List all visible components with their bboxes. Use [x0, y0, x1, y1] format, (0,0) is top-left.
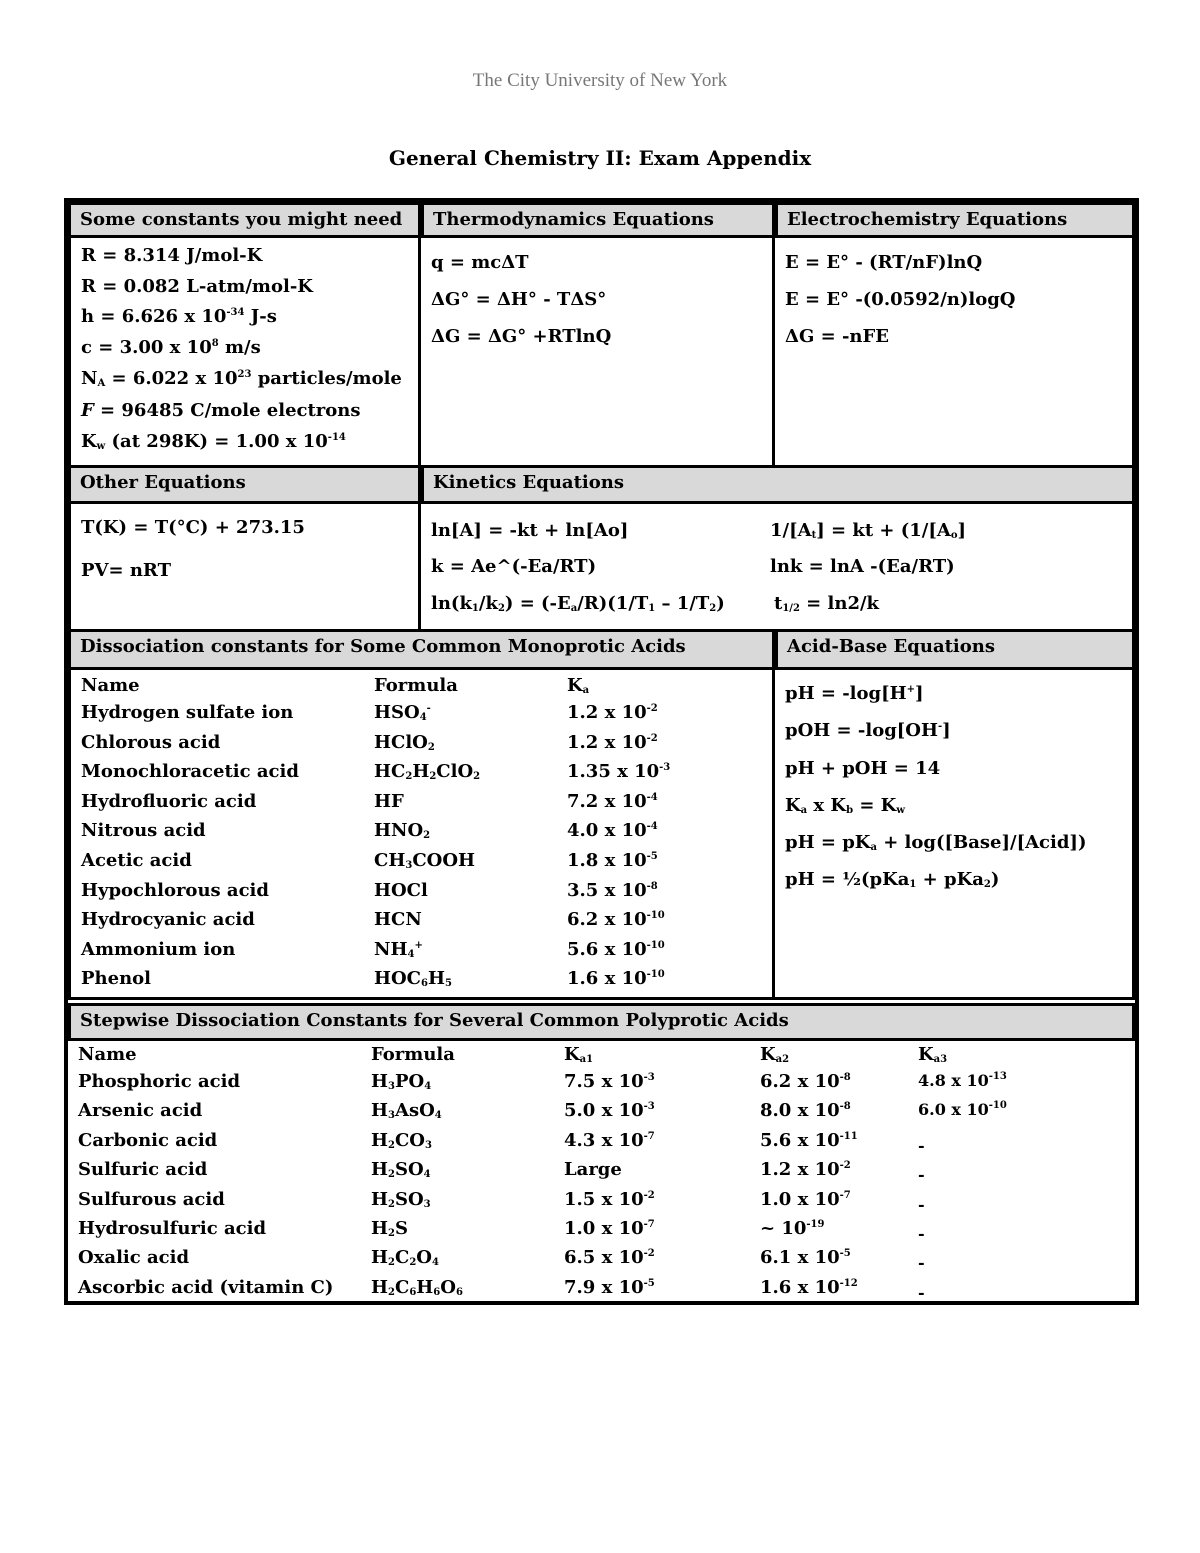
table-row [78, 1247, 1135, 1275]
table-row [78, 1277, 1135, 1305]
acid-formula: $CH_3COOH$ [374, 850, 476, 871]
acid-name: Phenol [81, 968, 152, 990]
constants-body [68, 238, 421, 468]
acid-ka1: Large [564, 1159, 622, 1181]
table-row [78, 1130, 1135, 1158]
acid-ka3: 4.8 x $10^{-13}$ [918, 1071, 1007, 1090]
acid-formula: $H_2C_2O_4$ [371, 1247, 439, 1269]
kinetics-log-arrhenius: lnk = lnA -(Ea/RT) [770, 556, 955, 577]
table-row [81, 880, 772, 908]
constants-heading: Some constants you might need [68, 202, 421, 238]
acid-ka: 1.2 x $10^{-2}$ [567, 731, 658, 753]
other-eq1: T(K) = T(°C) + 273.15 [81, 517, 305, 538]
poly-body [68, 1041, 1135, 1301]
acid-name: Acetic acid [81, 850, 192, 871]
acid-name: Hydrofluoric acid [81, 790, 257, 812]
mono-heading: Dissociation constants for Some Common Monoprotic Acids [68, 632, 775, 670]
table-row [81, 791, 772, 819]
other-heading: Other Equations [68, 468, 421, 504]
constant-r2: R = 0.082 L-atm/mol-K [81, 276, 313, 297]
acid-ka3: - [918, 1194, 925, 1214]
acid-formula: $H_2C_6H_6O_6$ [371, 1276, 463, 1298]
acidbase-body [775, 670, 1135, 1000]
acid-ka3: 6.0 x $10^{-10}$ [918, 1100, 1007, 1120]
acid-formula: $H_2S$ [371, 1218, 408, 1239]
electro-eq2: E = E° -(0.0592/n)logQ [785, 289, 1016, 310]
acidbase-amphiprotic: pH = ½(pKa$_1$ + pKa$_2$) [785, 869, 1000, 890]
poly-col-name-header: Name [78, 1044, 137, 1065]
table-row [78, 1071, 1135, 1099]
acid-name: Carbonic acid [78, 1129, 218, 1151]
mono-table-header [81, 675, 772, 703]
electro-body [775, 238, 1135, 468]
poly-col-ka1-header: $K_{a1}$ [564, 1044, 594, 1065]
acid-ka2: 1.6 x $10^{-12}$ [760, 1276, 858, 1298]
electro-eq3: ΔG = -nFE [785, 326, 890, 347]
table-row [78, 1218, 1135, 1246]
acid-ka1: 4.3 x $10^{-7}$ [564, 1129, 655, 1151]
electro-heading: Electrochemistry Equations [775, 202, 1135, 238]
acid-name: Hydrocyanic acid [81, 909, 255, 931]
acid-ka: 3.5 x $10^{-8}$ [567, 879, 658, 901]
acid-ka3: - [918, 1135, 925, 1155]
acid-formula: $H_3PO_4$ [371, 1071, 432, 1092]
thermo-eq2: ΔG° = ΔH° - TΔS° [431, 289, 607, 310]
acid-formula: $HOC_6H_5$ [374, 968, 452, 990]
other-eq2: PV= nRT [81, 560, 171, 581]
acid-ka: 1.8 x $10^{-5}$ [567, 850, 658, 871]
acid-formula: $HSO_4^-$ [374, 702, 431, 723]
acid-name: Oxalic acid [78, 1247, 190, 1269]
col-formula-header: Formula [374, 675, 458, 696]
acidbase-henderson: pH = $pK_a$ + log([Base]/[Acid]) [785, 832, 1087, 853]
thermo-body [421, 238, 775, 468]
page-header: The City University of New York [472, 70, 728, 91]
acid-name: Ascorbic acid (vitamin C) [78, 1276, 334, 1298]
appendix-sheet [64, 198, 1139, 1305]
mono-body [68, 670, 775, 1000]
acid-ka2: 1.2 x $10^{-2}$ [760, 1159, 851, 1181]
acid-name: Hypochlorous acid [81, 879, 269, 901]
acid-name: Hydrogen sulfate ion [81, 702, 294, 723]
acid-name: Sulfuric acid [78, 1159, 208, 1181]
acid-formula: HClO$_2$ [374, 731, 435, 753]
poly-heading: Stepwise Dissociation Constants for Several Common Polyprotic Acids [68, 1003, 1135, 1041]
poly-col-ka3-header: $K_{a3}$ [918, 1044, 948, 1065]
col-name-header: Name [81, 675, 140, 696]
acidbase-ph: pH = -log[H+] [785, 683, 924, 704]
electro-eq1: E = E° - (RT/nF)lnQ [785, 252, 983, 273]
constant-r1: R = 8.314 J/mol-K [81, 245, 263, 266]
kinetics-second-order: $1/[A_t]$ = kt + ($1/[A_o]$ [770, 520, 967, 541]
acid-ka2: 8.0 x $10^{-8}$ [760, 1100, 851, 1122]
acid-formula: HOCl [374, 879, 428, 901]
acid-formula: $H_2CO_3$ [371, 1129, 432, 1151]
poly-col-ka2-header: $K_{a2}$ [760, 1044, 790, 1065]
acid-ka: 1.2 x $10^{-2}$ [567, 702, 658, 723]
acid-ka2: 6.1 x $10^{-5}$ [760, 1247, 851, 1269]
acid-name: Arsenic acid [78, 1100, 203, 1122]
table-row [81, 702, 772, 730]
thermo-eq1: q = mcΔT [431, 252, 529, 273]
table-row [78, 1100, 1135, 1128]
acid-formula: $NH_4^+$ [374, 938, 423, 960]
acid-name: Chlorous acid [81, 731, 221, 753]
kinetics-heading: Kinetics Equations [421, 468, 1135, 504]
acid-formula: $H_3AsO_4$ [371, 1100, 442, 1122]
table-row [81, 909, 772, 937]
acid-ka1: 7.5 x $10^{-3}$ [564, 1071, 655, 1092]
table-row [81, 850, 772, 878]
acidbase-kw: $K_a$ x $K_b = K_w$ [785, 795, 905, 816]
acid-ka: 7.2 x $10^{-4}$ [567, 790, 658, 812]
acid-ka3: - [918, 1224, 925, 1243]
acidbase-sum: pH + pOH = 14 [785, 758, 941, 779]
acid-ka: 1.35 x $10^{-3}$ [567, 761, 671, 783]
acid-ka: 1.6 x $10^{-10}$ [567, 968, 665, 990]
acid-name: Ammonium ion [81, 938, 236, 960]
acid-formula: HF [374, 790, 404, 812]
acid-ka2: 5.6 x $10^{-11}$ [760, 1129, 858, 1151]
acid-name: Nitrous acid [81, 820, 206, 842]
acid-name: Monochloracetic acid [81, 761, 299, 783]
acid-ka3: - [918, 1253, 925, 1273]
constant-kw: $K_w$ (at 298K) = 1.00 x $10^{-14}$ [81, 431, 346, 452]
acid-ka3: - [918, 1165, 925, 1185]
acid-ka2: 6.2 x $10^{-8}$ [760, 1071, 851, 1092]
kinetics-two-point: $\ln(k_1/k_2) = (-E_a/R)(1/T_1 - 1/T_2)$ [431, 593, 725, 614]
acid-ka1: 7.9 x $10^{-5}$ [564, 1276, 655, 1298]
table-row [78, 1189, 1135, 1217]
constant-avogadro: $N_A = 6.022$ x $10^{23}$ particles/mole [81, 368, 402, 389]
kinetics-first-order: ln[A] = -kt + ln[Ao] [431, 520, 629, 541]
acid-ka1: 6.5 x $10^{-2}$ [564, 1247, 655, 1269]
thermo-heading: Thermodynamics Equations [421, 202, 775, 238]
acidbase-poh: pOH = -log[OH-] [785, 720, 951, 741]
kinetics-arrhenius: k = Ae^(-Ea/RT) [431, 556, 597, 577]
col-ka-header: $K_a$ [567, 675, 590, 696]
acid-name: Hydrosulfuric acid [78, 1218, 267, 1239]
acid-ka1: 1.5 x $10^{-2}$ [564, 1188, 655, 1210]
acid-name: Sulfurous acid [78, 1188, 225, 1210]
other-body [68, 504, 421, 632]
table-row [81, 968, 772, 996]
constant-light-speed: c = 3.00 x $10^8$ m/s [81, 337, 261, 358]
poly-col-formula-header: Formula [371, 1044, 455, 1065]
acid-formula: $HNO_2$ [374, 820, 431, 842]
acid-ka: 5.6 x $10^{-10}$ [567, 938, 665, 960]
table-row [81, 820, 772, 848]
acid-ka2: ~ $10^{-19}$ [760, 1218, 825, 1239]
acidbase-heading: Acid-Base Equations [775, 632, 1135, 670]
table-row [81, 732, 772, 760]
acid-formula: $H_2SO_3$ [371, 1188, 431, 1210]
acid-formula: HCN [374, 909, 422, 931]
constant-faraday: F = 96485 C/mole electrons [81, 400, 361, 421]
constant-planck: h = 6.626 x $10^{-34}$ J-s [81, 306, 277, 327]
acid-ka: 6.2 x $10^{-10}$ [567, 909, 665, 931]
acid-ka: 4.0 x $10^{-4}$ [567, 820, 658, 842]
kinetics-half-life: $t_{1/2} = \ln 2/k$ [774, 593, 880, 614]
page-title: General Chemistry II: Exam Appendix [388, 146, 812, 170]
acid-ka2: 1.0 x $10^{-7}$ [760, 1188, 851, 1210]
table-row [81, 939, 772, 967]
acid-ka3: - [918, 1282, 925, 1302]
poly-table-header [78, 1044, 1135, 1072]
acid-formula: $H_2SO_4$ [371, 1159, 431, 1181]
acid-ka1: 5.0 x $10^{-3}$ [564, 1100, 655, 1122]
kinetics-body [421, 504, 1135, 632]
acid-name: Phosphoric acid [78, 1071, 241, 1092]
acid-formula: $HC_2H_2ClO_2$ [374, 761, 481, 783]
thermo-eq3: ΔG = ΔG° +RTlnQ [431, 326, 612, 347]
table-row [78, 1159, 1135, 1187]
acid-ka1: 1.0 x $10^{-7}$ [564, 1218, 655, 1239]
table-row [81, 761, 772, 789]
